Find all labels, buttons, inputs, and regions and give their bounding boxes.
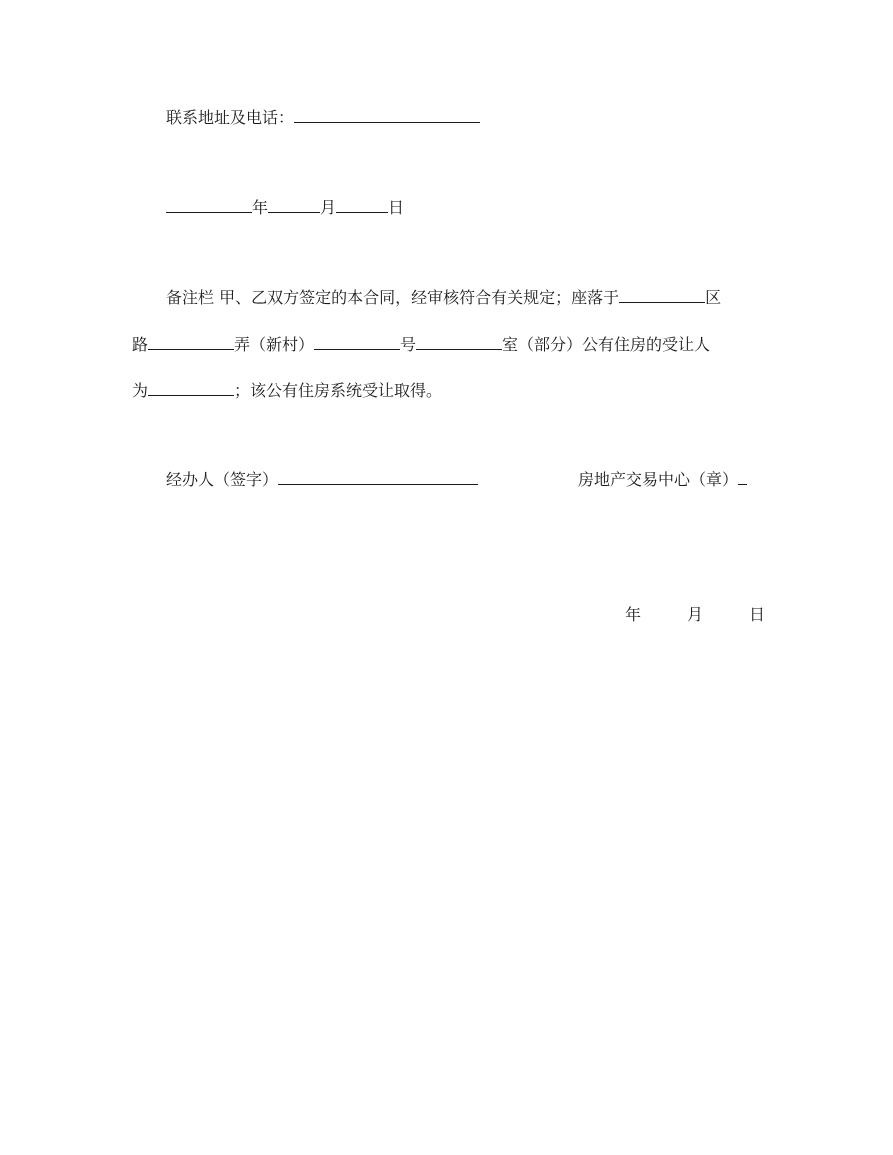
year-blank[interactable] bbox=[166, 198, 252, 213]
room-label: 室（部分）公有住房的受让人 bbox=[502, 335, 711, 354]
handler-signature-blank[interactable] bbox=[278, 470, 478, 485]
bottom-day-label: 日 bbox=[749, 605, 766, 624]
district-blank[interactable] bbox=[619, 288, 705, 303]
bottom-year-label: 年 bbox=[625, 605, 642, 624]
road-label: 路 bbox=[132, 335, 149, 354]
day-label: 日 bbox=[388, 198, 405, 217]
bottom-date-line bbox=[625, 605, 765, 625]
remarks-line-2 bbox=[132, 335, 710, 355]
remarks-line1-prefix: 备注栏 甲、乙双方签定的本合同，经审核符合有关规定；座落于 bbox=[166, 288, 620, 307]
center-label: 房地产交易中心（章） bbox=[578, 470, 739, 489]
center-seal-blank[interactable] bbox=[738, 470, 747, 485]
center-seal-line bbox=[578, 470, 747, 490]
remarks-line1-suffix: 区 bbox=[705, 288, 722, 307]
day-blank[interactable] bbox=[336, 198, 388, 213]
lane-label: 弄（新村） bbox=[234, 335, 315, 354]
transferee-suffix: ；该公有住房系统受让取得。 bbox=[234, 381, 443, 400]
contact-label: 联系地址及电话： bbox=[166, 108, 295, 127]
road-blank[interactable] bbox=[148, 335, 234, 350]
transferee-blank[interactable] bbox=[148, 381, 234, 396]
date-line bbox=[166, 198, 404, 218]
lane-blank[interactable] bbox=[314, 335, 400, 350]
handler-label: 经办人（签字） bbox=[166, 470, 279, 489]
handler-signature-line bbox=[166, 470, 478, 490]
bottom-month-label: 月 bbox=[687, 605, 704, 624]
month-blank[interactable] bbox=[268, 198, 320, 213]
transferee-prefix: 为 bbox=[132, 381, 149, 400]
remarks-line-3 bbox=[132, 381, 442, 401]
contact-line bbox=[166, 108, 480, 128]
number-label: 号 bbox=[400, 335, 417, 354]
month-label: 月 bbox=[320, 198, 337, 217]
year-label: 年 bbox=[252, 198, 269, 217]
remarks-line-1 bbox=[166, 288, 721, 308]
contact-blank[interactable] bbox=[294, 108, 480, 123]
number-blank[interactable] bbox=[416, 335, 502, 350]
